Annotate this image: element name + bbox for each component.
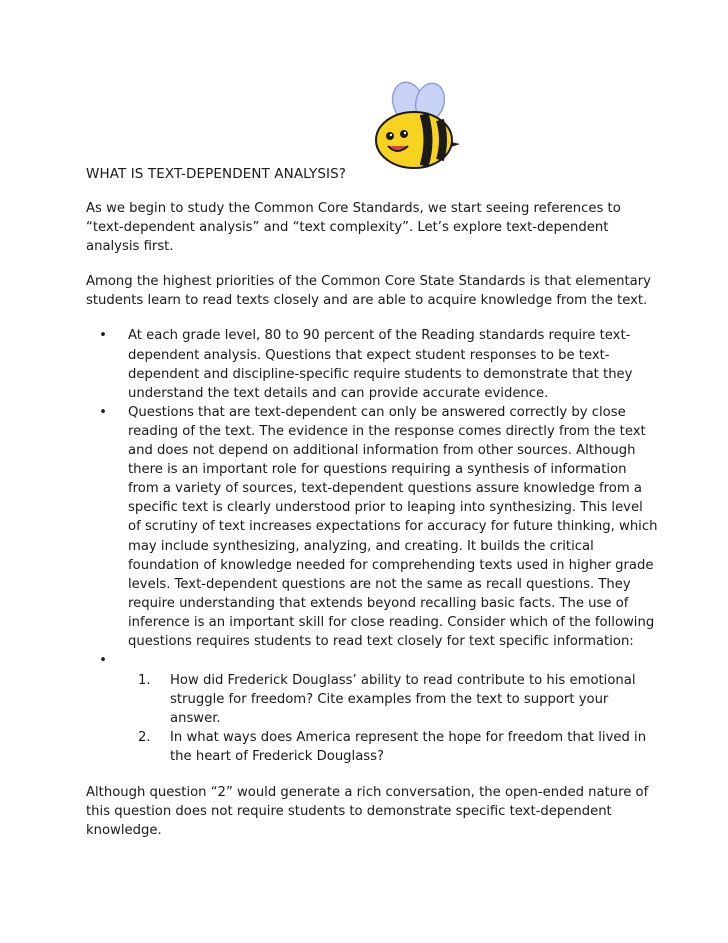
bullet-list — [86, 326, 658, 671]
question-list — [86, 671, 658, 766]
document-body — [86, 199, 658, 856]
priorities-paragraph: Among the highest priorities of the Common Core State Standards is that elementary students learn to read texts closely and are able to acquire knowledge from the text. — [86, 274, 651, 309]
list-item — [86, 403, 658, 651]
question-number: 1. — [138, 673, 151, 689]
list-item — [86, 728, 658, 766]
list-item — [86, 651, 658, 671]
bullet-icon: • — [99, 404, 107, 420]
bullet-text: Questions that are text-dependent can only be answered correctly by close reading of the text. The evidence in the response comes directly from the text and does not depend on additional information from other sources. Although there is an important role for questions requiring a synthesis of information from a variety of sources, text-dependent questions assure knowledge from a specific text is clearly understood prior to leaping into synthesizing. This level of scrutiny of text increases expectations for accuracy for future thinking, which may include synthesizing, analyzing, and creating. It builds the critical foundation of knowledge needed for comprehending texts used in higher grade levels. Text-dependent questions are not the same as recall questions. They require understanding that extends beyond recalling basic facts. The use of inference is an important skill for close reading. Consider which of the following questions requires students to read text closely for text specific information: — [128, 404, 658, 649]
bee-icon — [362, 80, 468, 180]
bullet-icon: • — [99, 653, 107, 669]
list-item — [86, 671, 658, 728]
intro-paragraph: As we begin to study the Common Core Standards, we start seeing references to “text-dependent analysis” and “text complexity”. Let’s explore text-dependent analysis first. — [86, 201, 621, 255]
bullet-text: At each grade level, 80 to 90 percent of the Reading standards require text-dependent analysis. Questions that expect student responses to be text-dependent and discipline-specific require students to demonstrate that they understand the text details and can provide accurate evidence. — [128, 328, 633, 401]
question-text: How did Frederick Douglass’ ability to read contribute to his emotional struggle for freedom? Cite examples from the text to support your answer. — [170, 673, 636, 727]
list-item — [86, 326, 658, 402]
closing-paragraph: Although question “2” would generate a rich conversation, the open-ended nature of this question does not require students to demonstrate specific text-dependent knowledge. — [86, 784, 649, 838]
question-number: 2. — [138, 730, 151, 746]
question-text: In what ways does America represent the hope for freedom that lived in the heart of Frederick Douglass? — [170, 730, 647, 765]
bullet-icon: • — [99, 328, 107, 344]
page-title: WHAT IS TEXT-DEPENDENT ANALYSIS? — [86, 166, 347, 182]
